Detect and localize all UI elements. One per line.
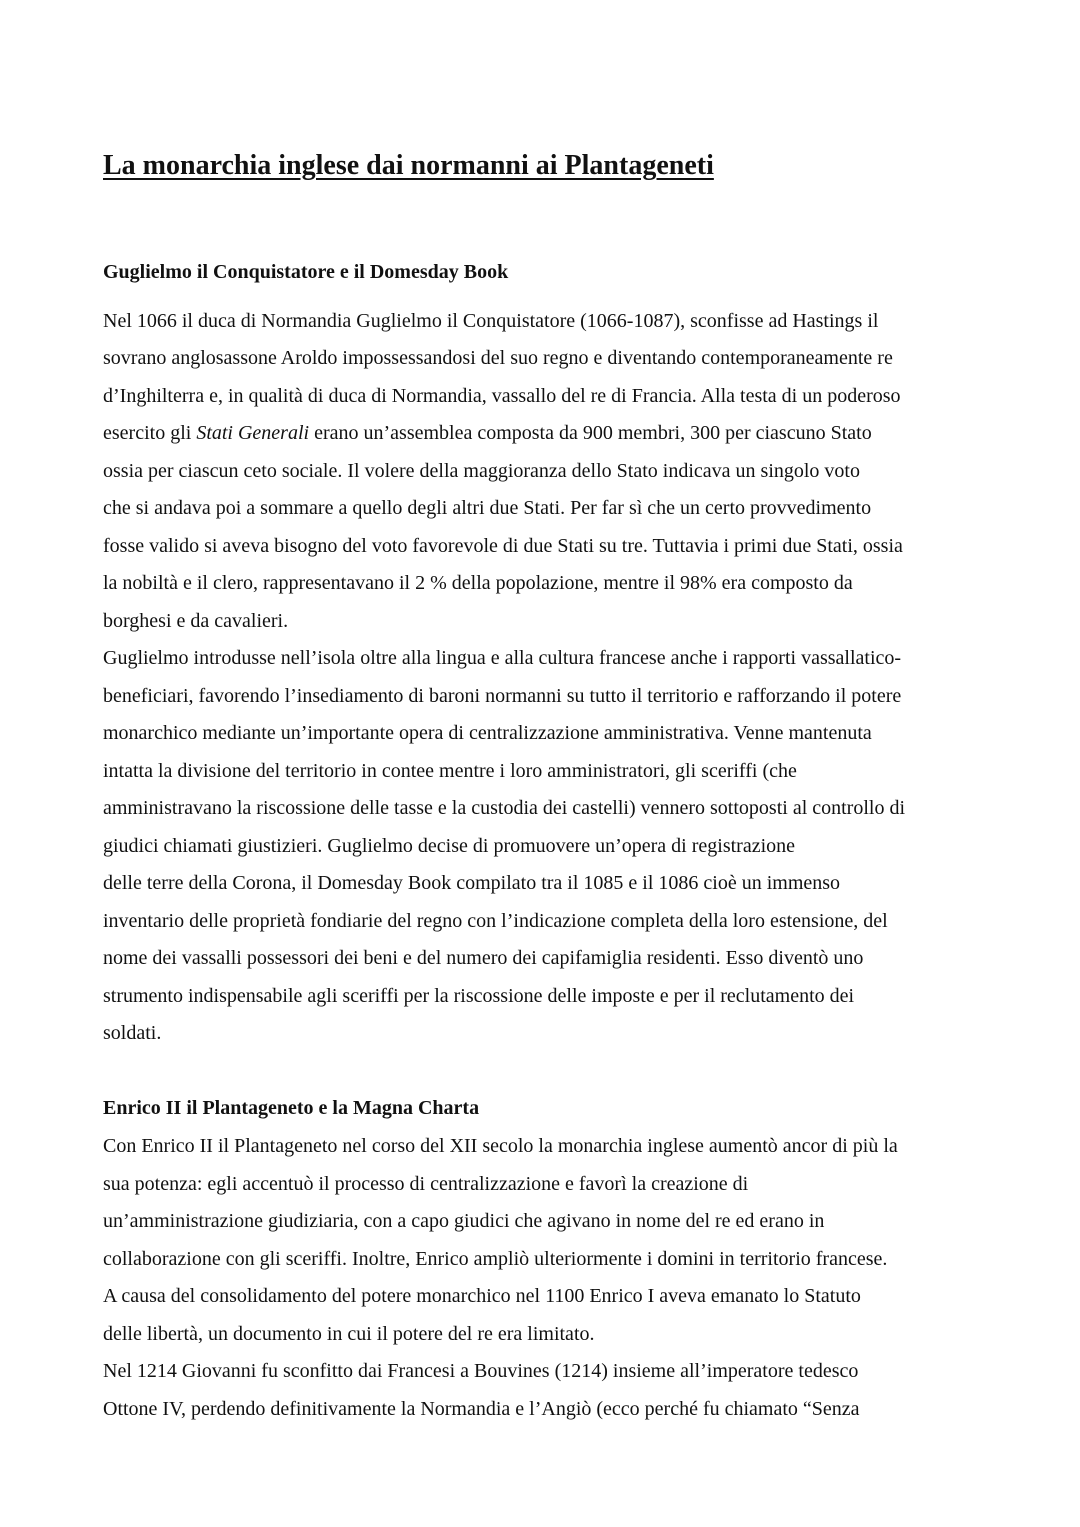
paragraph-line: Con Enrico II il Plantageneto nel corso del XII secolo la monarchia inglese aumentò ancor di più la [103,1135,898,1157]
section-heading: Enrico II il Plantageneto e la Magna Charta [103,1097,480,1119]
paragraph-line: intatta la divisione del territorio in contee mentre i loro amministratori, gli sceriffi (che [103,760,797,782]
paragraph-line: sovrano anglosassone Aroldo impossessandosi del suo regno e diventando contemporaneamente re [103,347,893,369]
paragraph-line: fosse valido si aveva bisogno del voto favorevole di due Stati su tre. Tuttavia i primi due Stati, ossia [103,535,903,557]
paragraph-line: inventario delle proprietà fondiarie del regno con l’indicazione completa della loro estensione, del [103,910,888,932]
paragraph-line: un’amministrazione giudiziaria, con a capo giudici che agivano in nome del re ed erano in [103,1210,825,1232]
paragraph-line: strumento indispensabile agli sceriffi per la riscossione delle imposte e per il reclutamento dei [103,985,855,1007]
paragraph-line: collaborazione con gli sceriffi. Inoltre, Enrico ampliò ulteriormente i domini in territorio francese. [103,1248,888,1270]
paragraph-line: ossia per ciascun ceto sociale. Il volere della maggioranza dello Stato indicava un singolo voto [103,460,860,482]
paragraph-line: Ottone IV, perdendo definitivamente la Normandia e l’Angiò (ecco perché fu chiamato “Senza [103,1398,860,1420]
text-run: esercito gli [103,422,197,444]
paragraph-line: delle terre della Corona, il Domesday Book compilato tra il 1085 e il 1086 cioè un immenso [103,872,841,894]
paragraph-line [103,421,872,445]
paragraph-line: Nel 1214 Giovanni fu sconfitto dai Francesi a Bouvines (1214) insieme all’imperatore tedesco [103,1360,859,1382]
text-run: erano un’assemblea composta da 900 membri, 300 per ciascuno Stato [309,422,872,444]
paragraph-line: Nel 1066 il duca di Normandia Guglielmo il Conquistatore (1066-1087), sconfisse ad Hastings il [103,310,879,332]
paragraph-line: borghesi e da cavalieri. [103,610,289,632]
paragraph-line: che si andava poi a sommare a quello degli altri due Stati. Per far sì che un certo provvedimento [103,497,872,519]
paragraph-line: A causa del consolidamento del potere monarchico nel 1100 Enrico I aveva emanato lo Statuto [103,1285,861,1307]
paragraph-line: soldati. [103,1022,162,1044]
paragraph-line: delle libertà, un documento in cui il potere del re era limitato. [103,1323,595,1345]
paragraph-line: nome dei vassalli possessori dei beni e del numero dei capifamiglia residenti. Esso diventò uno [103,947,864,969]
paragraph-line: beneficiari, favorendo l’insediamento di baroni normanni su tutto il territorio e rafforzando il potere [103,685,902,707]
paragraph-line: sua potenza: egli accentuò il processo di centralizzazione e favorì la creazione di [103,1173,749,1195]
paragraph-line: amministravano la riscossione delle tasse e la custodia dei castelli) vennero sottoposti al controllo di [103,797,906,819]
paragraph-line: la nobiltà e il clero, rappresentavano il 2 % della popolazione, mentre il 98% era composto da [103,572,853,594]
paragraph-line: Guglielmo introdusse nell’isola oltre alla lingua e alla cultura francese anche i rapporti vassallatico- [103,647,902,669]
document-title: La monarchia inglese dai normanni ai Plantageneti [103,150,714,181]
paragraph-line: giudici chiamati giustizieri. Guglielmo decise di promuovere un’opera di registrazione [103,835,796,857]
section-heading: Guglielmo il Conquistatore e il Domesday Book [103,261,509,283]
paragraph-line: d’Inghilterra e, in qualità di duca di Normandia, vassallo del re di Francia. Alla testa di un poderoso [103,385,901,407]
italic-term: Stati Generali [196,422,310,444]
paragraph-line: monarchico mediante un’importante opera di centralizzazione amministrativa. Venne mantenuta [103,722,872,744]
